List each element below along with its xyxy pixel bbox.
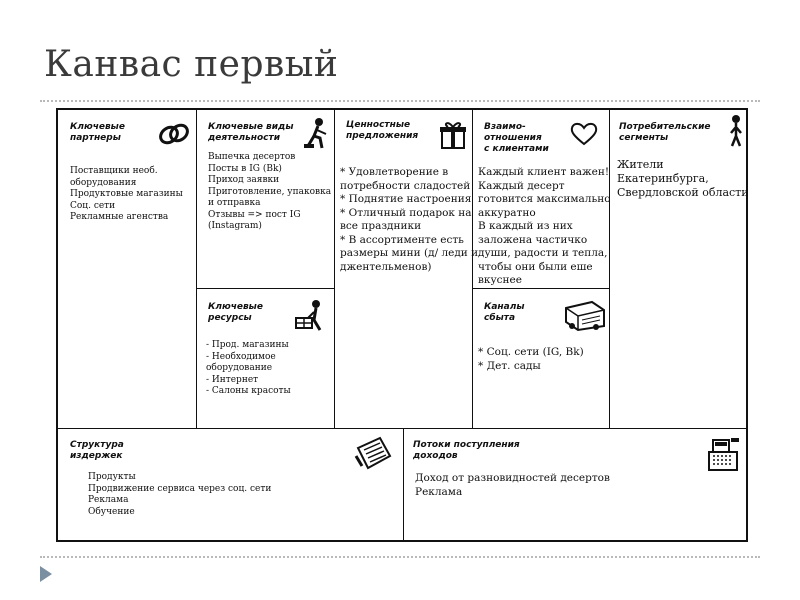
key-partners-heading: Ключевые партнеры bbox=[70, 122, 125, 143]
list-item: души, радости и тепла, bbox=[478, 247, 608, 259]
list-item: оборудование bbox=[206, 363, 273, 373]
revenue-streams-list bbox=[415, 472, 610, 499]
list-item: Выпечка десертов bbox=[208, 152, 296, 162]
list-item: Реклама bbox=[415, 485, 463, 498]
list-item: Приготовление, упаковка bbox=[208, 186, 332, 197]
customer-segments-list bbox=[617, 158, 749, 200]
person-icon bbox=[727, 114, 745, 148]
list-item: - Прод. магазины bbox=[206, 340, 289, 350]
channels-block bbox=[472, 288, 609, 428]
list-item: потребности сладостей bbox=[340, 179, 471, 192]
list-item: готовится максимально bbox=[478, 193, 611, 205]
key-resources-list bbox=[206, 340, 291, 398]
customer-relationships-list bbox=[478, 166, 611, 288]
heart-icon bbox=[570, 122, 598, 146]
list-item: Жители bbox=[617, 158, 664, 171]
slide-title: Канвас первый bbox=[44, 44, 339, 85]
customer-relationships-heading: Взаимо- отношения с клиентами bbox=[484, 122, 549, 154]
worker-icon bbox=[302, 116, 332, 150]
list-item: Поставщики необ. bbox=[70, 166, 158, 176]
list-item: - Интернет bbox=[206, 374, 259, 385]
list-item: все праздники bbox=[340, 220, 422, 232]
list-item: * Соц. сети (IG, Bk) bbox=[478, 346, 584, 358]
list-item: * Дет. сады bbox=[478, 359, 541, 372]
next-slide-arrow-icon bbox=[40, 566, 52, 582]
customer-segments-block bbox=[609, 110, 748, 428]
list-item: Продвижение сервиса через соц. сети bbox=[88, 483, 272, 494]
list-item: Приход заявки bbox=[208, 175, 280, 185]
list-item: заложена частичко bbox=[478, 233, 588, 246]
key-partners-block bbox=[58, 110, 196, 428]
worker-with-crate-icon bbox=[292, 298, 330, 334]
cost-structure-block bbox=[58, 428, 403, 542]
list-item: * Удовлетворение в bbox=[340, 166, 449, 178]
channels-list bbox=[478, 346, 584, 373]
list-item: - Необходимое bbox=[206, 351, 276, 362]
list-item: аккуратно bbox=[478, 206, 536, 219]
list-item: Каждый клиент важен! bbox=[478, 166, 610, 178]
list-item: Продуктовые магазины bbox=[70, 189, 183, 199]
list-item: Отзывы => пост IG bbox=[208, 209, 301, 220]
revenue-streams-heading: Потоки поступления доходов bbox=[413, 440, 520, 461]
key-activities-list bbox=[208, 152, 331, 233]
value-propositions-heading: Ценностные предложения bbox=[346, 120, 419, 141]
key-activities-heading: Ключевые виды деятельности bbox=[208, 122, 294, 143]
list-item: и отправка bbox=[208, 198, 261, 208]
chain-links-icon bbox=[156, 120, 192, 148]
cash-register-icon bbox=[705, 434, 743, 474]
list-item: Реклама bbox=[88, 495, 129, 505]
cost-structure-heading: Структура издержек bbox=[70, 440, 124, 461]
list-item: Продукты bbox=[88, 472, 136, 482]
bottom-dotted-divider bbox=[40, 556, 760, 558]
list-item: Соц. сети bbox=[70, 200, 116, 211]
channels-heading: Каналы сбыта bbox=[484, 302, 525, 323]
list-item: Екатеринбурга, bbox=[617, 172, 709, 185]
gift-box-icon bbox=[438, 120, 468, 150]
cost-structure-list bbox=[88, 472, 271, 518]
list-item: Доход от разновидностей десертов bbox=[415, 472, 610, 484]
key-activities-block bbox=[196, 110, 334, 288]
list-item: (Instagram) bbox=[208, 221, 262, 231]
list-item: размеры мини (д/ леди и bbox=[340, 247, 479, 259]
list-item: Рекламные агенства bbox=[70, 212, 169, 222]
business-model-canvas bbox=[56, 108, 748, 542]
revenue-streams-block bbox=[403, 428, 748, 542]
key-resources-heading: Ключевые ресурсы bbox=[208, 302, 263, 323]
key-resources-block bbox=[196, 288, 334, 428]
delivery-truck-icon bbox=[564, 300, 606, 332]
documents-icon bbox=[354, 436, 394, 470]
list-item: Свердловской области bbox=[617, 186, 749, 199]
list-item: - Салоны красоты bbox=[206, 386, 291, 396]
list-item: Посты в IG (Bk) bbox=[208, 163, 282, 174]
list-item: В каждый из них bbox=[478, 220, 573, 232]
value-propositions-block bbox=[334, 110, 479, 428]
top-dotted-divider bbox=[40, 100, 760, 102]
list-item: Обучение bbox=[88, 506, 135, 517]
list-item: * Отличный подарок на bbox=[340, 206, 472, 219]
list-item: джентельменов) bbox=[340, 260, 432, 273]
list-item: чтобы они были еше bbox=[478, 260, 593, 273]
list-item: оборудования bbox=[70, 177, 137, 188]
customer-relationships-block bbox=[472, 110, 609, 288]
value-propositions-list bbox=[340, 166, 478, 274]
customer-segments-heading: Потребительские сегменты bbox=[619, 122, 711, 143]
list-item: вкуснее bbox=[478, 274, 522, 286]
list-item: * Поднятие настроения bbox=[340, 193, 472, 205]
list-item: * В ассортименте есть bbox=[340, 233, 464, 246]
key-partners-list bbox=[70, 166, 183, 224]
list-item: Каждый десерт bbox=[478, 179, 565, 192]
